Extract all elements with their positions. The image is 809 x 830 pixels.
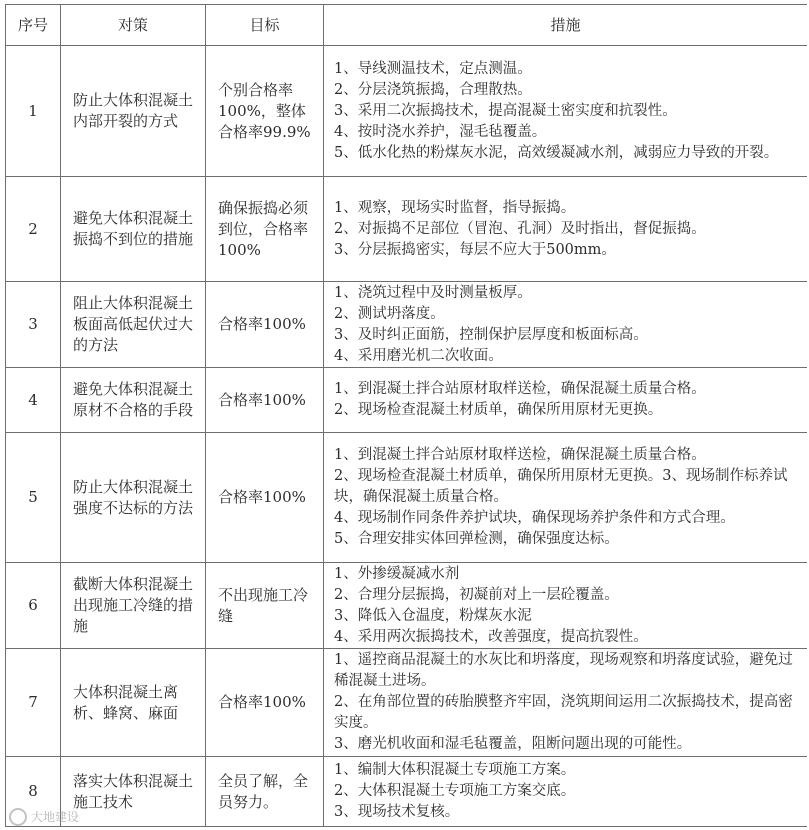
table-row — [6, 649, 808, 757]
measure-item: 4、现场制作同条件养护试块，确保现场养护条件和方式合理。 — [334, 510, 735, 526]
row-number: 2 — [6, 177, 61, 282]
row-measures — [324, 563, 808, 649]
header-target: 目标 — [206, 5, 324, 46]
row-measures — [324, 368, 808, 433]
measure-item: 1、遥控商品混凝土的水灰比和坍落度，现场观察和坍落度试验，避免过稀混凝土进场。 — [334, 652, 793, 689]
row-measures — [324, 177, 808, 282]
measure-item: 4、采用两次振捣技术，改善强度，提高抗裂性。 — [334, 628, 648, 645]
row-measures — [324, 433, 808, 563]
row-target: 合格率100% — [206, 433, 324, 563]
row-strategy: 截断大体积混凝土出现施工冷缝的措施 — [61, 563, 206, 649]
table-wrapper — [5, 4, 807, 830]
table-row — [6, 368, 808, 433]
watermark — [9, 808, 79, 827]
measure-item: 4、按时浇水养护，湿毛毡覆盖。 — [334, 123, 547, 140]
header-measures: 措施 — [324, 5, 808, 46]
row-strategy: 防止大体积混凝土内部开裂的方式 — [61, 46, 206, 177]
measure-item: 2、对振捣不足部位（冒泡、孔洞）及时指出，督促振捣。 — [334, 220, 706, 237]
measure-item: 2、现场检查混凝土材质单，确保所用原材无更换。 — [334, 402, 663, 418]
table-body — [6, 46, 808, 827]
row-number: 4 — [6, 368, 61, 433]
row-strategy: 避免大体积混凝土振捣不到位的措施 — [61, 177, 206, 282]
measure-item: 5、合理安排实体回弹检测，确保强度达标。 — [334, 531, 619, 547]
row-strategy: 大体积混凝土离析、蜂窝、麻面 — [61, 649, 206, 757]
table-row — [6, 433, 808, 563]
measure-item: 1、编制大体积混凝土专项施工方案。 — [334, 762, 576, 778]
row-measures — [324, 757, 808, 827]
measure-item: 3、降低入仓温度，粉煤灰水泥 — [334, 607, 532, 624]
measure-item: 2、在角部位置的砖胎膜整齐牢固，浇筑期间运用二次振捣技术，提高密实度。 — [334, 694, 793, 731]
row-strategy: 防止大体积混凝土强度不达标的方法 — [61, 433, 206, 563]
measure-item: 2、现场检查混凝土材质单，确保所用原材无更换。3、现场制作标养试块，确保混凝土质量合格。 — [334, 468, 788, 505]
header-no: 序号 — [6, 5, 61, 46]
table-row — [6, 46, 808, 177]
measure-item: 3、磨光机收面和湿毛毡覆盖，阻断问题出现的可能性。 — [334, 736, 692, 752]
row-measures — [324, 649, 808, 757]
row-measures — [324, 46, 808, 177]
row-target: 全员了解，全员努力。 — [206, 757, 324, 827]
row-target: 合格率100% — [206, 282, 324, 368]
row-number: 6 — [6, 563, 61, 649]
table-row — [6, 563, 808, 649]
measure-item: 4、采用磨光机二次收面。 — [334, 347, 503, 364]
measure-item: 5、低水化热的粉煤灰水泥，高效缓凝减水剂，减弱应力导致的开裂。 — [334, 144, 779, 161]
measure-item: 1、导线测温技术，定点测温。 — [334, 60, 532, 77]
row-number: 5 — [6, 433, 61, 563]
measure-item: 1、到混凝土拌合站原材取样送检，确保混凝土质量合格。 — [334, 447, 706, 463]
row-target: 合格率100% — [206, 368, 324, 433]
row-number: 3 — [6, 282, 61, 368]
measure-item: 2、分层浇筑振捣，合理散热。 — [334, 81, 532, 98]
row-strategy: 避免大体积混凝土原材不合格的手段 — [61, 368, 206, 433]
row-target: 不出现施工冷缝 — [206, 563, 324, 649]
measure-item: 2、测试坍落度。 — [334, 305, 445, 322]
row-number: 1 — [6, 46, 61, 177]
row-number: 7 — [6, 649, 61, 757]
row-target: 个别合格率100%，整体合格率99.9% — [206, 46, 324, 177]
row-strategy: 落实大体积混凝土施工技术 — [61, 757, 206, 827]
table-row — [6, 757, 808, 827]
measure-item: 3、采用二次振捣技术，提高混凝土密实度和抗裂性。 — [334, 102, 677, 119]
measure-item: 1、浇筑过程中及时测量板厚。 — [334, 284, 532, 301]
row-strategy: 阻止大体积混凝土板面高低起伏过大的方法 — [61, 282, 206, 368]
measure-item: 3、现场技术复核。 — [334, 804, 460, 820]
header-strategy: 对策 — [61, 5, 206, 46]
measure-item: 2、合理分层振捣，初凝前对上一层砼覆盖。 — [334, 586, 619, 603]
measure-item: 3、分层振捣密实，每层不应大于500mm。 — [334, 241, 616, 258]
header-row — [6, 5, 808, 46]
measure-item: 3、及时纠正面筋，控制保护层厚度和板面标高。 — [334, 326, 648, 343]
measure-item: 1、到混凝土拌合站原材取样送检，确保混凝土质量合格。 — [334, 381, 706, 397]
measures-table — [5, 4, 807, 827]
row-measures — [324, 282, 808, 368]
row-target: 合格率100% — [206, 649, 324, 757]
measure-item: 2、大体积混凝土专项施工方案交底。 — [334, 783, 576, 799]
watermark-logo-icon — [9, 808, 27, 826]
row-target: 确保振捣必须到位，合格率100% — [206, 177, 324, 282]
row-number: 8 — [6, 757, 61, 827]
table-row — [6, 282, 808, 368]
measure-item: 1、观察，现场实时监督，指导振捣。 — [334, 199, 576, 216]
watermark-text: 大地建设 — [31, 809, 80, 824]
measure-item: 1、外掺缓凝减水剂 — [334, 565, 460, 582]
table-row — [6, 177, 808, 282]
